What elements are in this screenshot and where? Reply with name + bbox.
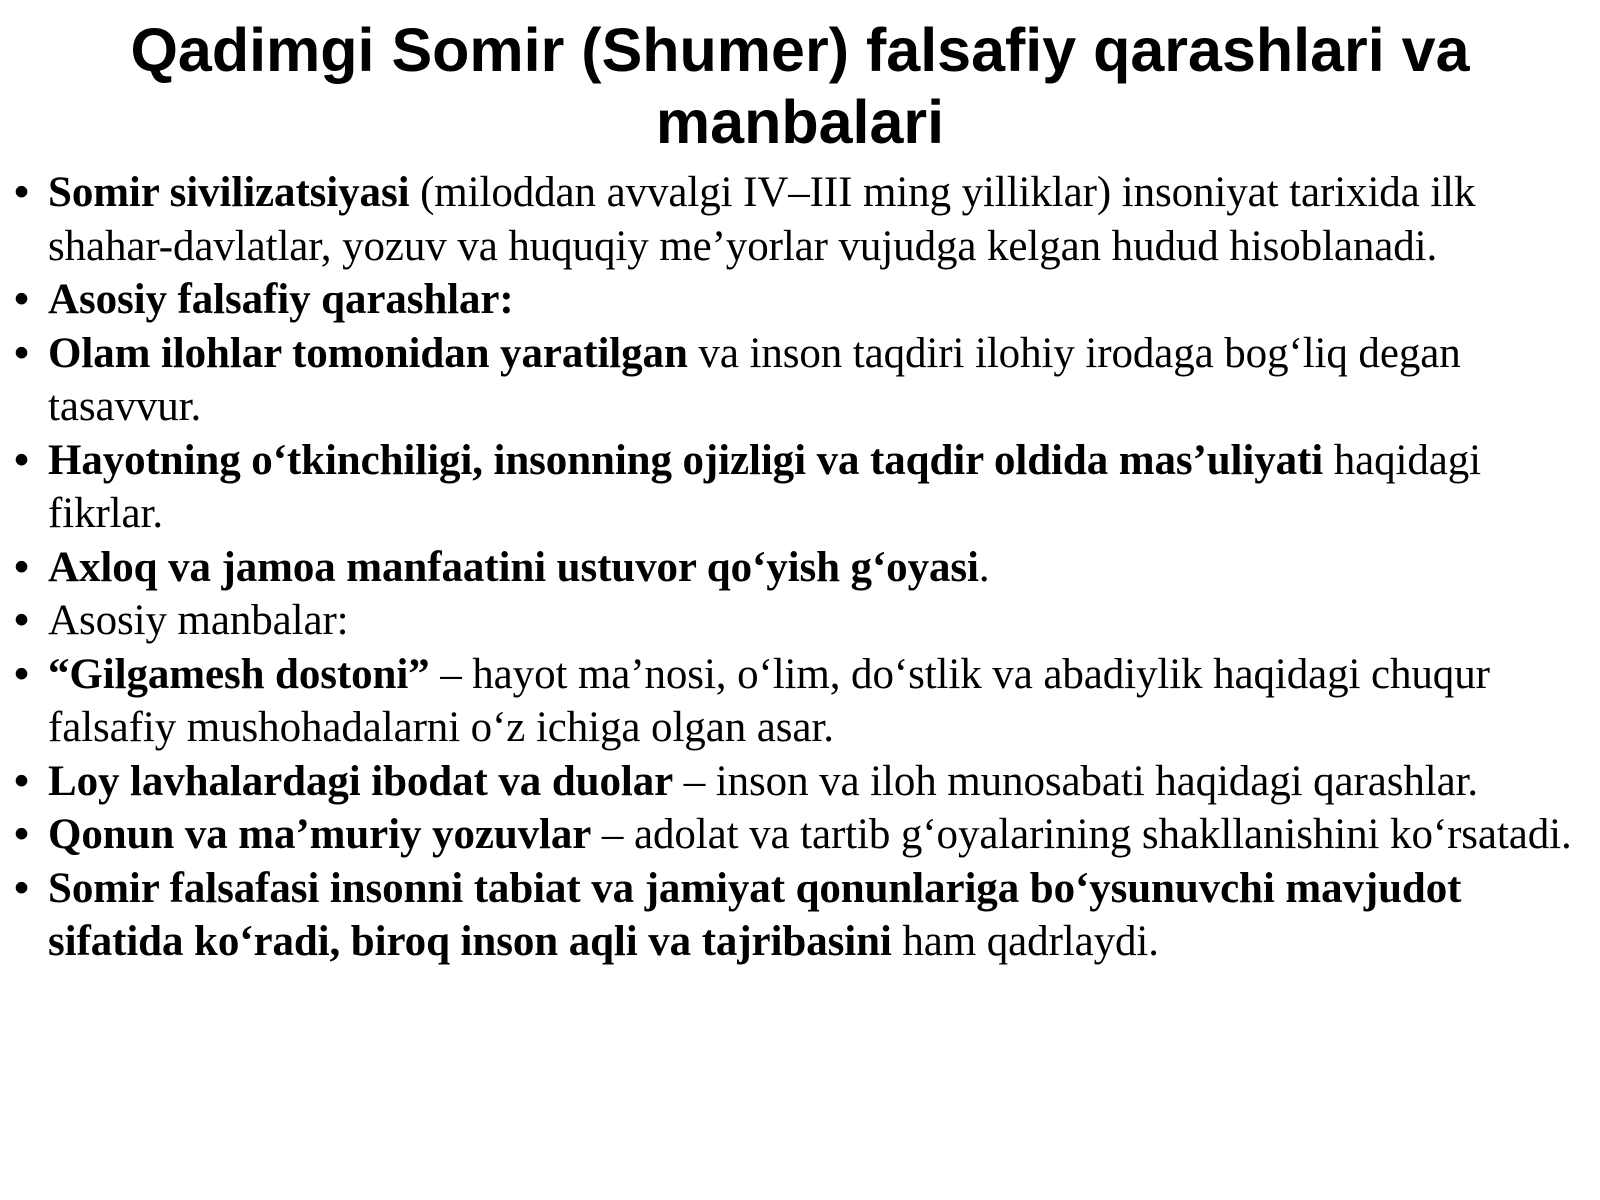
bullet-dot: • bbox=[14, 542, 29, 591]
bullet-dot: • bbox=[14, 596, 29, 644]
bullet-text: (miloddan avvalgi IV–III ming yilliklar) insoniyat tarixida ilk shahar-davlatlar, yozuv va huquqiy me’yorlar vujudga kelgan hudud hisoblanadi. bbox=[48, 169, 1476, 270]
bullet-text: haqidagi fikrlar. bbox=[48, 436, 1482, 537]
bullet-dot: • bbox=[14, 328, 29, 377]
bullet-item bbox=[14, 166, 1589, 273]
bullet-bold-text: Axloq va jamoa manfaatini ustuvor qo‘yish g‘oyasi bbox=[48, 543, 979, 591]
bullet-item bbox=[14, 808, 1589, 862]
bullet-bold-text: Somir falsafasi insonni tabiat va jamiyat qonunlariga bo‘ysunuvchi mavjudot sifatida ko‘radi, biroq inson aqli va tajribasini bbox=[48, 864, 1462, 965]
bullet-item bbox=[14, 273, 1589, 327]
bullet-dot: • bbox=[14, 863, 29, 912]
bullet-text: Asosiy manbalar: bbox=[48, 597, 349, 644]
bullet-bold-text: “Gilgamesh dostoni” bbox=[48, 650, 430, 698]
bullet-dot: • bbox=[14, 810, 29, 858]
bullet-bold-text: Asosiy falsafiy qarashlar: bbox=[48, 276, 514, 323]
bullet-bold-text: Olam ilohlar tomonidan yaratilgan bbox=[48, 329, 688, 377]
bullet-text: – hayot ma’nosi, o‘lim, do‘stlik va abadiylik haqidagi chuqur falsafiy mushohadalarni o‘z ichiga olgan asar. bbox=[48, 650, 1490, 751]
slide-title: Qadimgi Somir (Shumer) falsafiy qarashlari va manbalari bbox=[130, 16, 1470, 156]
bullet-item bbox=[14, 755, 1589, 809]
bullet-dot: • bbox=[14, 168, 29, 216]
bullet-item bbox=[14, 594, 1589, 648]
bullet-list bbox=[14, 166, 1589, 969]
bullet-text: va inson taqdiri ilohiy irodaga bog‘liq degan tasavvur. bbox=[48, 329, 1461, 430]
bullet-text: . bbox=[978, 543, 990, 591]
bullet-item bbox=[14, 862, 1589, 969]
bullet-bold-text: Qonun va ma’muriy yozuvlar bbox=[48, 811, 592, 858]
bullet-text: – adolat va tartib g‘oyalarining shakllanishini ko‘rsatadi. bbox=[591, 811, 1572, 858]
bullet-item bbox=[14, 541, 1589, 595]
bullet-item bbox=[14, 648, 1589, 755]
bullet-text: – inson va iloh munosabati haqidagi qarashlar. bbox=[673, 757, 1479, 805]
bullet-bold-text: Hayotning o‘tkinchiligi, insonning ojizligi va taqdir oldida mas’uliyati bbox=[48, 436, 1324, 484]
bullet-item bbox=[14, 434, 1589, 541]
bullet-text: ham qadrlaydi. bbox=[891, 918, 1159, 965]
bullet-dot: • bbox=[14, 649, 29, 698]
bullet-dot: • bbox=[14, 435, 29, 484]
bullet-bold-text: Loy lavhalardagi ibodat va duolar bbox=[48, 757, 674, 805]
bullet-bold-text: Somir sivilizatsiyasi bbox=[48, 169, 410, 216]
bullet-dot: • bbox=[14, 275, 29, 323]
bullet-dot: • bbox=[14, 756, 29, 805]
bullet-item bbox=[14, 327, 1589, 434]
